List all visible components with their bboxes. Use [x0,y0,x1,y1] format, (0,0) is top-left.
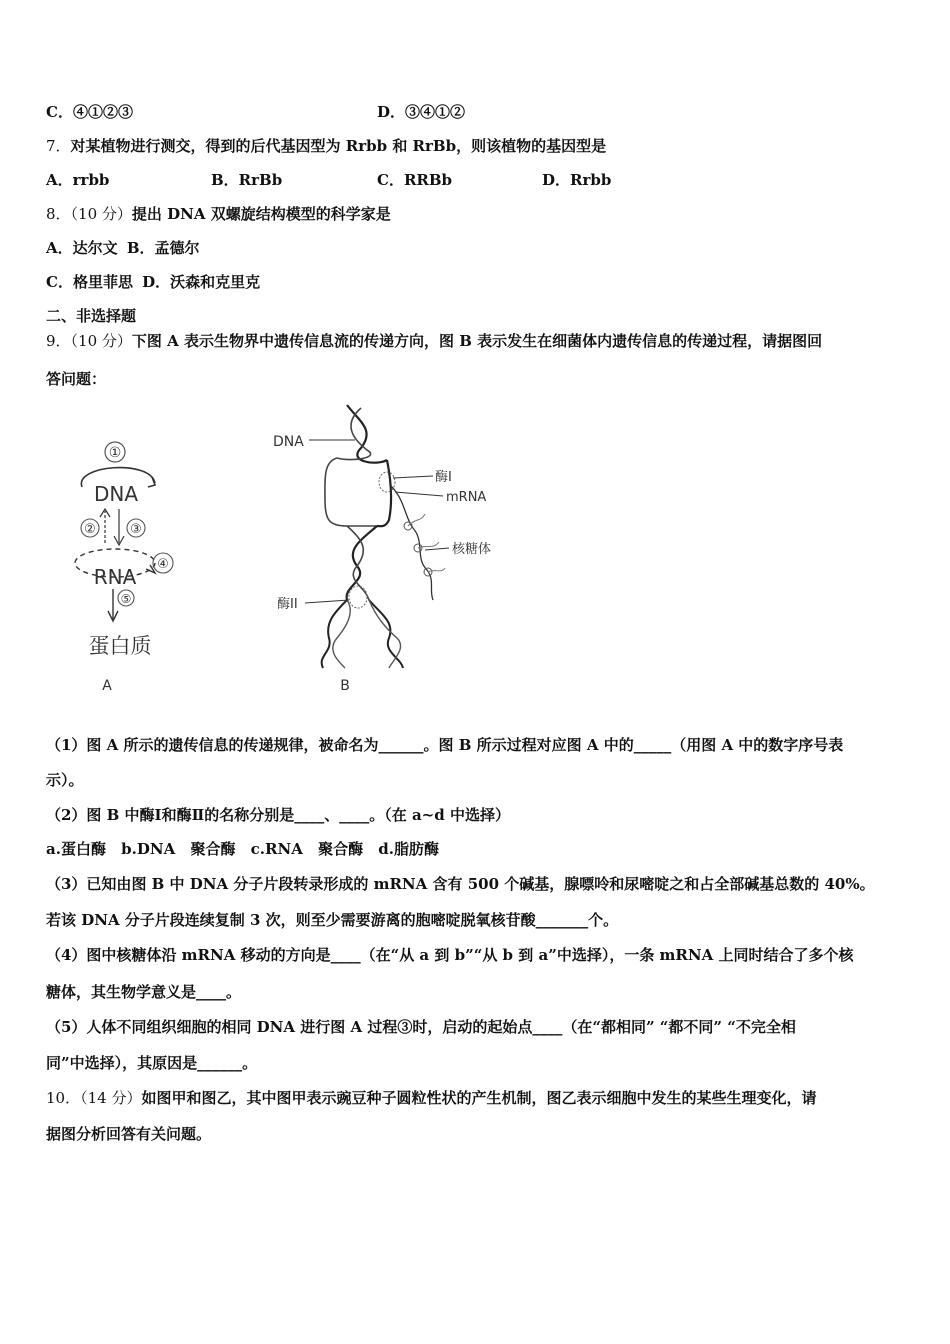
figure-a-label-3: ③ [130,522,142,537]
q7-stem: 对某植物进行测交，得到的后代基因型为 Rrbb 和 RrBb，则该植物的基因型是 [70,137,607,155]
figure-b-dna-label: DNA [273,434,304,450]
q8-options-row-2: C．格里菲思 D．沃森和克里克 [46,273,261,291]
q8-stem-line [46,204,391,224]
peptide-chains [408,514,445,572]
q9-part1-line-1: （1）图 A 所示的遗传信息的传递规律，被命名为______。图 B 所示过程对应图 A 中的_____（用图 A 中的数字序号表 [46,736,844,754]
q9-stem: 下图 A 表示生物界中遗传信息流的传递方向，图 B 表示发生在细菌体内遗传信息的传递过程，请据图回 [131,332,823,350]
q9-stem-line-1 [46,331,822,351]
figure-a-protein: 蛋白质 [88,634,152,658]
leader-enzyme-two [305,600,349,603]
q7-option-d: D．Rrbb [542,171,612,189]
leader-mrna [395,492,443,496]
figure-b-caption: B [340,678,350,694]
q9-part5-line-1: （5）人体不同组织细胞的相同 DNA 进行图 A 过程③时，启动的起始点____（在“都相同” “都不同” “不完全相 [46,1018,796,1036]
q7-option-b: B．RrBb [211,171,283,189]
figure-a-label-4: ④ [157,557,169,572]
q7-option-c: C．RRBb [377,171,453,189]
q9-part1-line-2: 示）。 [46,771,84,789]
q9-part3-line-1: （3）已知由图 B 中 DNA 分子片段转录形成的 mRNA 含有 500 个碱基，腺嘌呤和尿嘧啶之和占全部碱基总数的 40%。 [46,875,875,893]
q8-number: 8．（10 分） [46,205,132,223]
q9-part4-line-1: （4）图中核糖体沿 mRNA 移动的方向是____（在“从 a 到 b”“从 b 到 a”中选择），一条 mRNA 上同时结合了多个核 [46,946,854,964]
q9-part2-line-1: （2）图 B 中酶Ⅰ和酶Ⅱ的名称分别是____、____。（在 a~d 中选择） [46,806,510,824]
figure-a-rna: RNA [93,565,137,589]
q7-option-a: A．rrbb [46,171,110,189]
figure-a-label-1: ① [108,445,122,461]
q10-stem-line-2: 据图分析回答有关问题。 [46,1125,212,1143]
leader-enzyme-one [393,476,433,478]
dna-template-strand [377,460,391,526]
figure-a [60,435,200,695]
figure-a-label-2: ② [84,522,96,537]
dna-bubble-left [325,458,377,526]
figure-b-enzyme-two-label: 酶II [277,597,298,612]
figure-a-label-5: ⑤ [120,592,132,606]
q9-stem-line-2: 答问题： [46,370,107,388]
q7-stem-line [46,136,606,156]
mrna-strand [391,486,433,600]
figure-a-caption: A [102,678,112,694]
q9-part5-line-2: 同”中选择），其原因是______。 [46,1054,258,1072]
q6-option-d: D．③④①② [377,103,466,121]
q8-options-row-1: A．达尔文 B．孟德尔 [46,239,200,257]
enzyme-two-blob [349,586,367,608]
q7-number: 7． [46,137,71,155]
q9-part4-line-2: 糖体，其生物学意义是____。 [46,983,242,1001]
figure-b-enzyme-one-label: 酶I [435,470,452,485]
q8-stem: 提出 DNA 双螺旋结构模型的科学家是 [131,205,391,223]
fork-left-complement [333,600,350,668]
fork-left-strand [322,600,347,668]
q6-option-c: C．④①②③ [46,103,133,121]
q9-part2-options: a.蛋白酶 b.DNA 聚合酶 c.RNA 聚合酶 d.脂肪酶 [46,840,440,858]
q10-number: 10．（14 分） [46,1089,142,1107]
figure-b [265,400,510,700]
q10-stem: 如图甲和图乙，其中图甲表示豌豆种子圆粒性状的产生机制，图乙表示细胞中发生的某些生理变化，请 [141,1089,817,1107]
q10-stem-line-1 [46,1088,816,1108]
figure-b-ribosome-label: 核糖体 [452,542,492,557]
enzyme-one-blob [379,472,395,492]
fork-right-complement [369,600,401,668]
q9-number: 9．（10 分） [46,332,132,350]
q9-part3-line-2: 若该 DNA 分子片段连续复制 3 次，则至少需要游离的胞嘧啶脱氧核苷酸_______个。 [46,911,619,929]
figure-b-mrna-label: mRNA [446,490,487,505]
figure-a-dna: DNA [93,482,139,506]
section-heading: 二、非选择题 [46,307,137,325]
leader-ribosome [425,548,449,550]
